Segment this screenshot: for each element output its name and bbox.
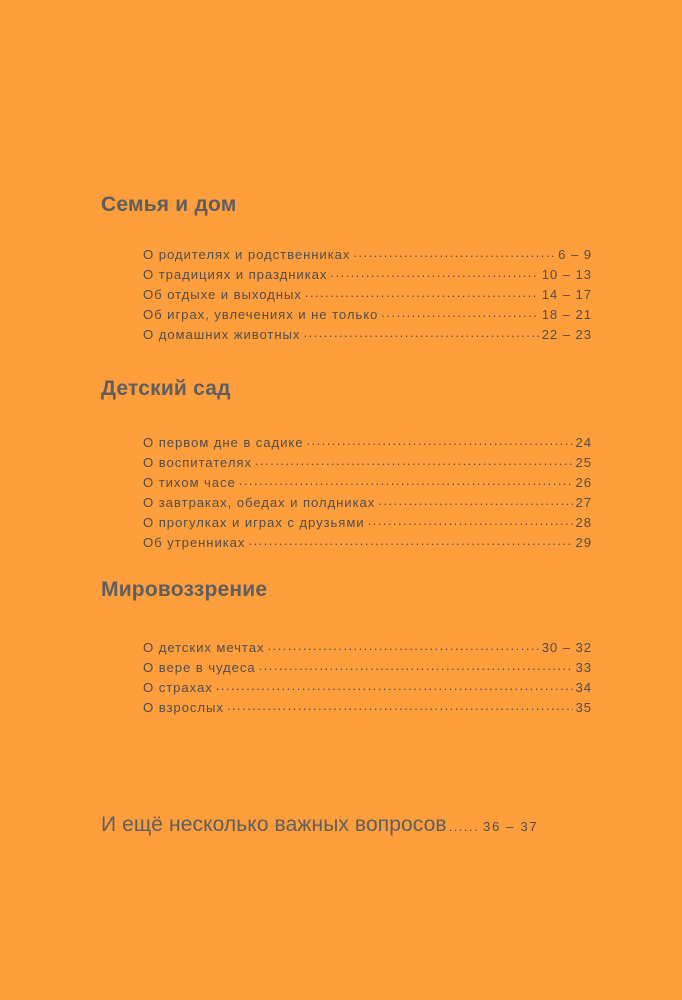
toc-entry-pages: 34 [575,680,592,695]
toc-entry[interactable] [143,533,592,553]
toc-entry[interactable] [143,285,592,305]
final-entry-label: И ещё несколько важных вопросов [101,813,447,836]
toc-entry-label: Об утренниках [143,535,246,550]
toc-entry-label: О родителях и родственниках [143,247,351,262]
dot-leader [239,473,573,487]
toc-entry-label: О традициях и праздниках [143,267,328,282]
section-title: Семья и дом [101,193,237,216]
toc-entry-pages: 10 – 13 [541,267,592,282]
toc-entry-label: О детских мечтах [143,640,265,655]
dot-leader [306,433,572,447]
toc-entry-label: О завтраках, обедах и полдниках [143,495,376,510]
toc-entry-pages: 27 [575,495,592,510]
toc-entries [143,433,592,553]
section-title: Детский сад [101,377,231,400]
toc-entry[interactable] [143,698,592,718]
toc-entry-label: О первом дне в садике [143,435,304,450]
dot-leader [381,305,538,319]
section-title: Мировоззрение [101,578,268,601]
toc-entry-label: О домашних животных [143,327,301,342]
toc-entry-pages: 26 [575,475,592,490]
dot-leader [353,245,555,259]
toc-entry-pages: 25 [575,455,592,470]
toc-entries [143,245,592,345]
toc-entry[interactable] [143,245,592,265]
toc-entry[interactable] [143,453,592,473]
toc-entry[interactable] [143,658,592,678]
dot-leader [378,493,572,507]
toc-entry-label: О страхах [143,680,213,695]
dot-leader [330,265,538,279]
toc-entry-pages: 28 [575,515,592,530]
toc-entry-pages: 24 [575,435,592,450]
toc-entry[interactable] [143,433,592,453]
toc-entry[interactable] [143,325,592,345]
toc-entry-pages: 33 [575,660,592,675]
dot-leader [267,638,538,652]
toc-entry-label: О вере в чудеса [143,660,256,675]
dot-leader [227,698,573,712]
toc-entry-label: О взрослых [143,700,224,715]
dot-leader [303,325,538,339]
toc-entry-pages: 22 – 23 [541,327,592,342]
toc-entry[interactable] [143,305,592,325]
toc-entry[interactable] [143,638,592,658]
toc-entry-pages: 14 – 17 [541,287,592,302]
dot-leader [305,285,539,299]
toc-entry-pages: 29 [575,535,592,550]
toc-entry-label: Об играх, увлечениях и не только [143,307,379,322]
dot-leader [255,453,573,467]
toc-entry-label: Об отдыхе и выходных [143,287,302,302]
final-entry-pages: 36 – 37 [483,819,539,834]
toc-entry-pages: 30 – 32 [541,640,592,655]
toc-entry[interactable] [143,265,592,285]
toc-entry-pages: 6 – 9 [558,247,592,262]
toc-entry-pages: 35 [575,700,592,715]
toc-entry[interactable] [143,493,592,513]
toc-entry[interactable] [143,513,592,533]
toc-entry-label: О прогулках и играх с друзьями [143,515,365,530]
toc-entry-label: О воспитателях [143,455,252,470]
toc-entry-pages: 18 – 21 [541,307,592,322]
toc-entry-label: О тихом часе [143,475,236,490]
toc-entry[interactable] [143,678,592,698]
dot-leader [259,658,573,672]
dot-leader [248,533,572,547]
dot-leader: ...... [448,819,480,834]
toc-final-entry[interactable] [101,813,592,837]
toc-entries [143,638,592,718]
dot-leader [368,513,573,527]
toc-entry[interactable] [143,473,592,493]
dot-leader [216,678,573,692]
